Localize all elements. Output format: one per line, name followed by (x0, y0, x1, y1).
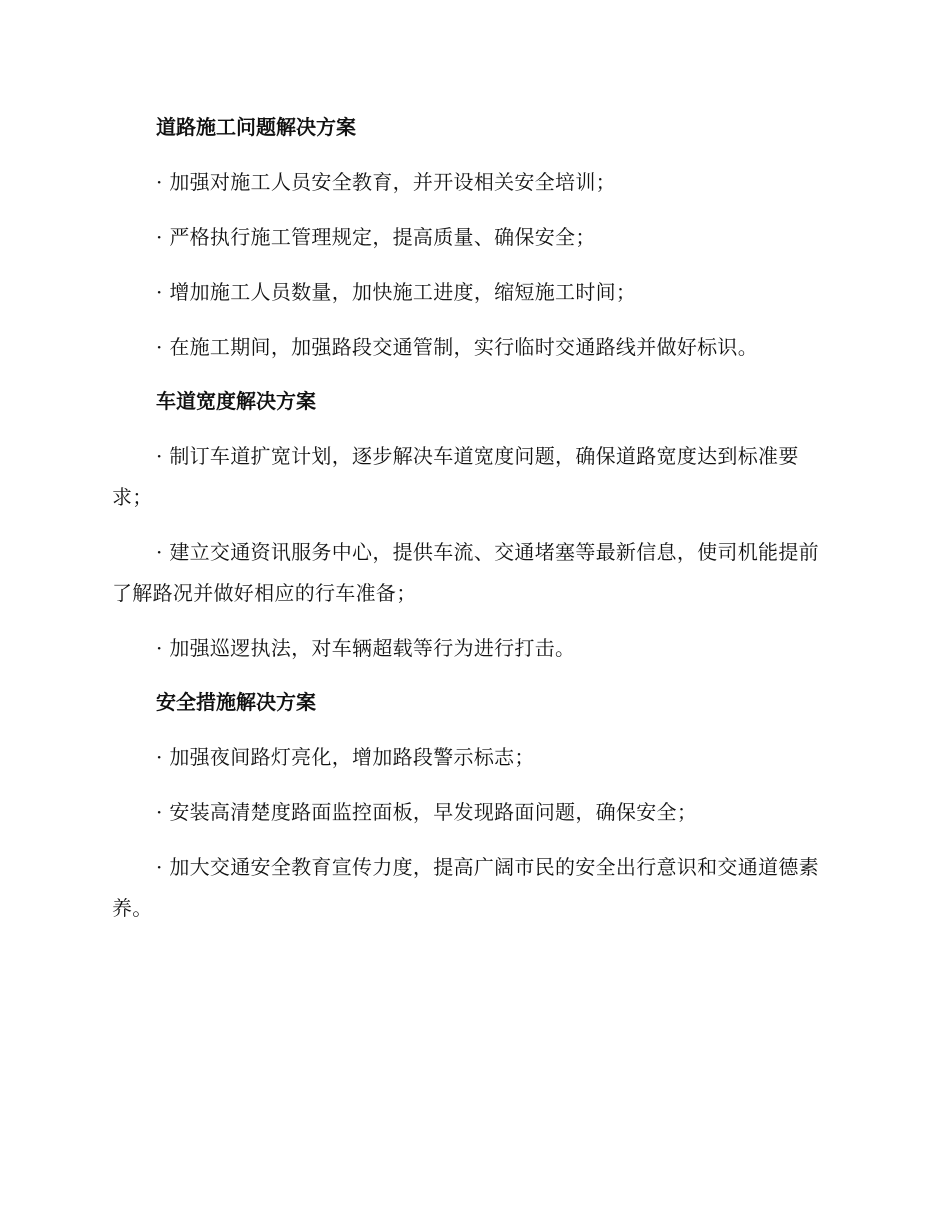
section-safety-measures (112, 683, 824, 929)
section-heading: 安全措施解决方案 (156, 690, 316, 714)
bullet-item: · 加强巡逻执法，对车辆超载等行为进行打击。 (156, 636, 576, 660)
section-heading: 道路施工问题解决方案 (156, 115, 356, 139)
bullet-item: · 严格执行施工管理规定，提高质量、确保安全； (156, 225, 596, 249)
bullet-item: · 建立交通资讯服务中心，提供车流、交通堵塞等最新信息，使司机能提前了解路况并做好相应的行车准备； (112, 540, 819, 605)
bullet-item: · 加强夜间路灯亮化，增加路段警示标志； (156, 745, 535, 769)
bullet-item: · 制订车道扩宽计划，逐步解决车道宽度问题，确保道路宽度达到标准要求； (112, 444, 799, 509)
section-lane-width (112, 382, 824, 669)
bullet-item: · 安装高清楚度路面监控面板，早发现路面问题，确保安全； (156, 800, 698, 824)
bullet-item: · 在施工期间，加强路段交通管制，实行临时交通路线并做好标识。 (156, 335, 759, 359)
section-road-construction (112, 108, 824, 368)
bullet-item: · 加强对施工人员安全教育，并开设相关安全培训； (156, 170, 616, 194)
section-heading: 车道宽度解决方案 (156, 389, 316, 413)
bullet-item: · 增加施工人员数量，加快施工进度，缩短施工时间； (156, 280, 637, 304)
document-body (112, 108, 824, 943)
bullet-item: · 加大交通安全教育宣传力度，提高广阔市民的安全出行意识和交通道德素养。 (112, 855, 819, 920)
